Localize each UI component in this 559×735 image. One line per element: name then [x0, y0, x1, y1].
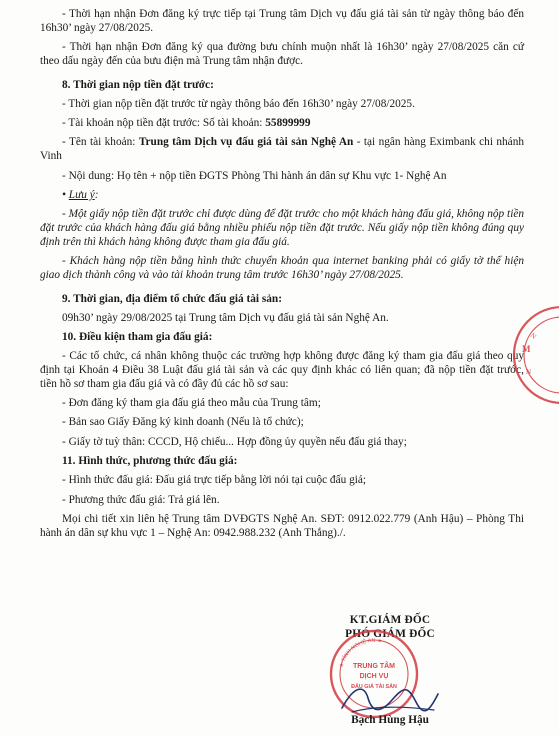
svg-text:N: N [528, 331, 538, 341]
auction-method: - Phương thức đấu giá: Trả giá lên. [62, 493, 220, 506]
note-heading [40, 189, 524, 203]
signer-name: Bạch Hùng Hậu [351, 714, 429, 726]
account-name [40, 136, 524, 164]
eligibility-conditions: - Các tổ chức, cá nhân không thuộc các trường hợp không được đăng ký tham gia đấu giá theo quy định tại Khoản 4 Điều 38 Luật đấu giá tài sản và các quy định khác có liên quan; đã nộp tiền đặt trước, tiền hồ sơ tham gia đấu giá và có đầy đủ các hồ sơ sau: [40, 350, 524, 390]
deposit-account-label: - Tài khoản nộp tiền đặt trước: Số tài khoản: [62, 117, 266, 130]
signature-title-1: KT.GIÁM ĐỐC [349, 614, 431, 626]
note-bullet: • [62, 188, 69, 201]
edge-seal-graphic [500, 300, 559, 410]
deposit-content: - Nội dung: Họ tên + nộp tiền ĐGTS Phòng Thi hành án dân sự Khu vực 1- Nghệ An [62, 169, 447, 182]
note-1: - Một giấy nộp tiền đặt trước chỉ được dùng để đặt trước cho một khách hàng đấu giá, không nộp tiền đặt trước của khách hàng đấu giá bằng nhiều phiếu nộp tiền đặt trước. Nếu giấy nộp tiền không đúng quy định trên thì khách hàng không được tham gia đấu giá. [40, 208, 524, 248]
registration-post-deadline: - Thời hạn nhận Đơn đăng ký qua đường bưu chính muộn nhất là 16h30’ ngày 27/08/2025 căn cứ theo dấu ngày đến của bưu điện mà Trung tâm nhận được. [40, 41, 524, 67]
eligibility-identity: - Giấy tờ tuỳ thân: CCCD, Hộ chiếu... Hợp đồng ủy quyền nếu đấu giá thay; [62, 435, 407, 448]
document-body [40, 8, 524, 540]
deposit-time: - Thời gian nộp tiền đặt trước từ ngày thông báo đến 16h30’ ngày 27/08/2025. [62, 97, 415, 110]
deposit-account [40, 117, 524, 131]
note-colon: : [94, 188, 99, 201]
section-10-heading: 10. Điều kiện tham gia đấu giá: [62, 331, 213, 344]
section-8-heading: 8. Thời gian nộp tiền đặt trước: [62, 78, 214, 91]
eligibility-form: - Đơn đăng ký tham gia đấu giá theo mẫu của Trung tâm; [62, 397, 321, 410]
seal-line-2: DỊCH VỤ [359, 673, 389, 680]
note-2: - Khách hàng nộp tiền bằng hình thức chuyển khoản qua internet banking phải có giấy tờ thể hiện giao dịch thành công và vào tài khoản trung tâm trước 16h30’ ngày 27/08/2025. [40, 254, 524, 281]
account-bank: - tại ngân hàng Eximbank chi nhánh Vinh [40, 136, 524, 163]
seal-line-1: TRUNG TÂM [353, 663, 395, 670]
svg-text:★ TỈNH NGHỆ AN ★: ★ TỈNH NGHỆ AN ★ [338, 637, 383, 669]
contact-info: Mọi chi tiết xin liên hệ Trung tâm DVĐGTS Nghệ An. SĐT: 0912.022.779 (Anh Hậu) – Phòng Thi hành án dân sự khu vực 1 – Nghệ An: 0942.988.232 (Anh Thắng)./. [40, 512, 524, 539]
note-label: Lưu ý [68, 188, 95, 201]
registration-direct-deadline: - Thời hạn nhận Đơn đăng ký trực tiếp tại Trung tâm Dịch vụ đấu giá tài sản từ ngày thông báo đến 16h30’ ngày 27/08/2025. [40, 8, 524, 34]
edge-seal [500, 300, 559, 410]
eligibility-business-license: - Bản sao Giấy Đăng ký kinh doanh (Nếu là tổ chức); [62, 416, 304, 429]
seal-line-3: ĐẤU GIÁ TÀI SẢN [351, 684, 397, 690]
svg-text:N: N [526, 368, 532, 376]
account-name-label: - Tên tài khoản: [62, 136, 139, 149]
deposit-account-number: 55899999 [265, 117, 311, 130]
signature-title-2: PHÓ GIÁM ĐỐC [345, 627, 435, 640]
auction-time-place: 09h30’ ngày 29/08/2025 tại Trung tâm Dịch vụ đấu giá tài sản Nghệ An. [62, 311, 389, 324]
section-9-heading: 9. Thời gian, địa điểm tổ chức đấu giá tài sản: [62, 292, 282, 305]
account-name-value: Trung tâm Dịch vụ đấu giá tài sản Nghệ An [138, 136, 354, 149]
auction-form: - Hình thức đấu giá: Đấu giá trực tiếp bằng lời nói tại cuộc đấu giá; [62, 474, 367, 487]
svg-text:M: M [522, 344, 531, 354]
section-11-heading: 11. Hình thức, phương thức đấu giá: [62, 455, 238, 468]
signature-block [300, 614, 480, 734]
